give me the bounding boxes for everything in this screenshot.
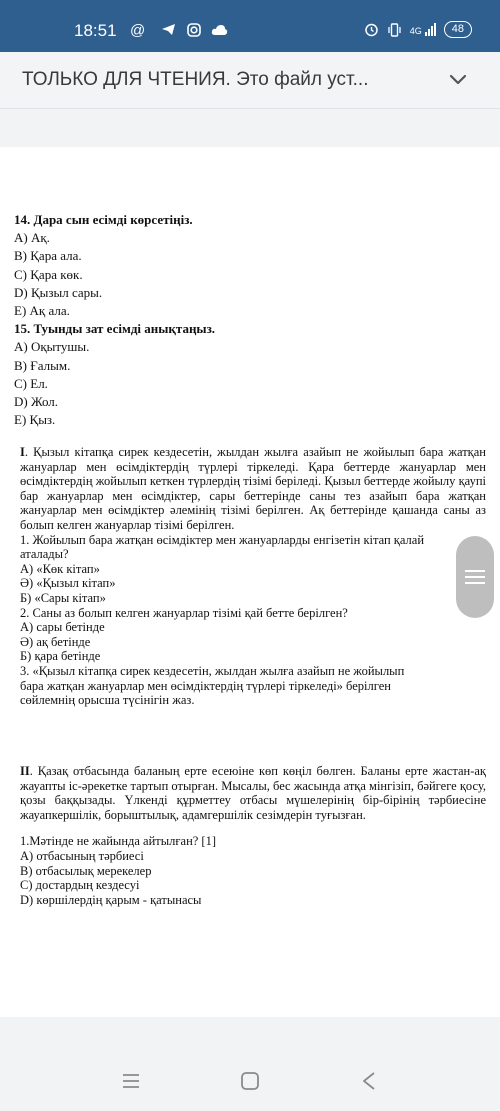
- at-sign-icon: @: [130, 22, 152, 39]
- chevron-down-icon[interactable]: [446, 67, 470, 91]
- navigation-bar: [0, 1050, 500, 1111]
- section-1-line: 3. «Қызыл кітапқа сирек кездесетін, жылдан жылға азайып не жойылып: [20, 663, 405, 678]
- section-1-line: А) сары бетінде: [20, 620, 105, 635]
- scroll-handle-grip: [465, 582, 485, 584]
- section-2-question: 1.Мәтінде не жайында айтылған? [1]: [20, 834, 217, 849]
- cloud-icon: [211, 24, 228, 36]
- question-14-option: D) Қызыл сары.: [14, 284, 103, 300]
- question-14-text: . Дара сын есімді көрсетіңіз.: [27, 212, 193, 227]
- question-15-option: E) Қыз.: [14, 412, 56, 428]
- telegram-icon: [161, 23, 176, 36]
- section-2-option: B) отбасылық мерекелер: [20, 863, 152, 878]
- signal-4g-icon: [410, 23, 436, 36]
- section-1-line: Ә) «Қызыл кітап»: [20, 576, 116, 591]
- instagram-icon: [187, 23, 201, 37]
- question-14-title: [14, 211, 494, 229]
- document-page: [0, 147, 500, 1017]
- scroll-handle[interactable]: [456, 536, 494, 618]
- question-15-number: 15: [14, 321, 27, 337]
- section-2-paragraph: [20, 764, 486, 822]
- alarm-icon: [364, 22, 379, 37]
- section-1-line: А) «Көк кітап»: [20, 561, 100, 576]
- question-14-option: B) Қара ала.: [14, 248, 82, 264]
- question-15-option: B) Ғалым.: [14, 357, 71, 373]
- scroll-handle-grip: [465, 570, 485, 572]
- question-14-option: C) Қара көк.: [14, 266, 83, 282]
- menu-icon[interactable]: [120, 1070, 142, 1092]
- question-14-number: 14: [14, 212, 27, 227]
- question-15-title: [14, 320, 494, 338]
- section-1-line: аталады?: [20, 547, 69, 562]
- questions-14-15: [14, 211, 494, 429]
- app-bar: [0, 52, 500, 109]
- section-1-numeral: I: [20, 445, 25, 459]
- section-2-option: D) көршілердің қарым - қатынасы: [20, 892, 202, 907]
- section-1: [20, 445, 486, 708]
- network-label: 4G: [409, 26, 422, 36]
- back-icon[interactable]: [358, 1070, 380, 1092]
- section-1-line: бара жатқан жануарлар мен өсімдіктердің түрлері тіркеледі» берілген: [20, 678, 391, 693]
- question-15-text: . Туынды зат есімді анықтаңыз.: [27, 321, 216, 337]
- section-1-line: Б) қара бетінде: [20, 649, 101, 664]
- section-1-line: сөйлемнің орысша түсінігін жаз.: [20, 693, 195, 708]
- question-15-option: C) Ел.: [14, 375, 48, 391]
- section-1-line: 1. Жойылып бара жатқан өсімдіктер мен жануарларды енгізетін кітап қалай: [20, 532, 425, 547]
- section-1-line: Ә) ақ бетінде: [20, 634, 91, 649]
- section-2: [20, 764, 486, 907]
- scroll-handle-grip: [465, 576, 485, 578]
- document-title: ТОЛЬКО ДЛЯ ЧТЕНИЯ. Это файл уст...: [22, 69, 369, 90]
- question-14-option: A) Ақ.: [14, 230, 50, 246]
- status-bar: [0, 0, 500, 52]
- question-14-option: E) Ақ ала.: [14, 303, 70, 319]
- section-1-line: 2. Саны аз болып келген жануарлар тізімі қай бетте берілген?: [20, 605, 348, 620]
- status-right: [364, 21, 472, 38]
- question-15-option: A) Оқытушы.: [14, 339, 90, 355]
- battery-indicator: 48: [444, 21, 472, 38]
- section-2-text: . Қазақ отбасында баланың ерте есеюіне көп көңіл бөлген. Баланы ерте жастан-ақ жауапты іс-әрекетке тартып отырған. Мысалы, бес жасында атқа мінгізіп, бәйгеге қосу, қозы баққызады. Үлкенді құрметтеу отбасы мүшелерінің бір-бірінің тәрбиесіне жауапкершілік, борыштылық, адамгершілік сезімдерін туғызған.: [20, 764, 486, 822]
- status-time: 18:51: [74, 21, 117, 40]
- notification-icons: [130, 22, 228, 39]
- section-1-text: . Қызыл кітапқа сирек кездесетін, жылдан жылға азайып не жойылып бара жатқан жануарлар мен өсімдіктердің түрлері тіркеледі. Қара беттерде жануарлар мен өсімдіктердің жойылып кеткен түрлердің тізімі беріледі. Қызыл беттерде жойылу қаупі бар жануарлар мен өсімдіктер, сары беттерінде саны тез азайып бара жатқан жануарлар мен өсімдіктер әлемінің тізімі берілген. Ақ беттерінде қашанда саны аз болып келген жануарлар тізімі берілген.: [20, 445, 486, 532]
- question-15-option: D) Жол.: [14, 394, 59, 410]
- section-1-line: Б) «Сары кітап»: [20, 590, 106, 605]
- section-1-paragraph: [20, 445, 486, 533]
- vibrate-icon: [387, 23, 402, 37]
- section-2-option: C) достардың кездесуі: [20, 878, 140, 893]
- home-icon[interactable]: [239, 1070, 261, 1092]
- section-2-numeral: II: [20, 764, 30, 778]
- section-2-option: A) отбасының тәрбиесі: [20, 848, 144, 863]
